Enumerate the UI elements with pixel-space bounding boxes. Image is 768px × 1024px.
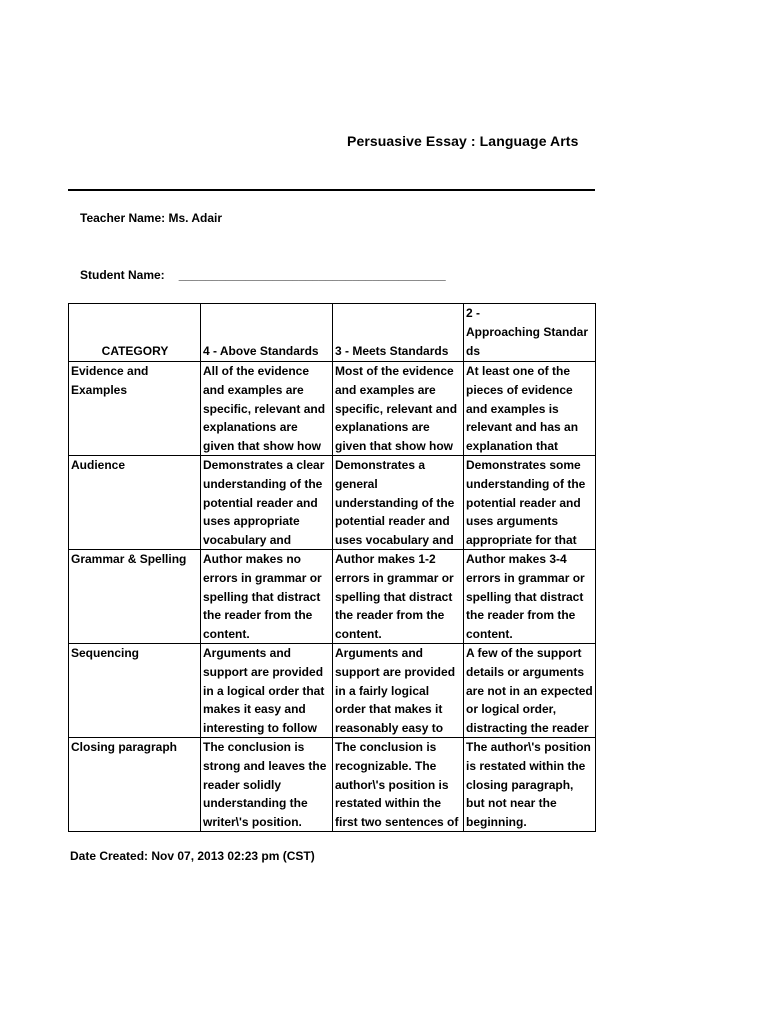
page-title: Persuasive Essay : Language Arts (347, 133, 579, 149)
rubric-row (69, 737, 596, 831)
rubric-cell-approaching-standards-text: At least one of the pieces of evidence and examples is relevant and has an explanation that (466, 363, 579, 454)
rubric-cell-meets-standards (333, 361, 464, 455)
rubric-row (69, 361, 596, 455)
rubric-cell-meets-standards-text: Most of the evidence and examples are specific, relevant and explanations are given that show how (335, 363, 458, 454)
rubric-cell-meets-standards-text: The conclusion is recognizable. The author\'s position is restated within the first two sentences of (335, 739, 459, 830)
student-name-label: Student Name: (80, 268, 165, 282)
rubric-header-row (69, 304, 596, 362)
rubric-cell-approaching-standards-text: Author makes 3-4 errors in grammar or spelling that distract the reader from the content. (466, 551, 585, 642)
header-approaching-standards: 2 - Approaching Standar ds (464, 304, 596, 362)
rubric-cell-above-standards-text: Demonstrates a clear understanding of the potential reader and uses appropriate vocabulary and (203, 457, 325, 548)
rubric-cell-category-text: Evidence and Examples (71, 363, 149, 397)
rubric-cell-above-standards (201, 455, 333, 549)
rubric-cell-category-text: Closing paragraph (71, 739, 178, 754)
rubric-cell-above-standards-text: All of the evidence and examples are specific, relevant and explanations are given that show how (203, 363, 326, 454)
rubric-cell-category-text: Grammar & Spelling (71, 551, 187, 566)
rubric-cell-approaching-standards (464, 549, 596, 643)
rubric-cell-approaching-standards (464, 361, 596, 455)
rubric-cell-category (69, 737, 201, 831)
rubric-cell-above-standards (201, 643, 333, 737)
rubric-row (69, 549, 596, 643)
rubric-cell-approaching-standards (464, 643, 596, 737)
rubric-row (69, 455, 596, 549)
header-above-standards: 4 - Above Standards (201, 304, 333, 362)
teacher-name: Teacher Name: Ms. Adair (80, 211, 223, 225)
rubric-cell-above-standards-text: Author makes no errors in grammar or spelling that distract the reader from the content. (203, 551, 322, 642)
rubric-cell-above-standards (201, 549, 333, 643)
rubric-cell-approaching-standards-text: A few of the support details or arguments are not in an expected or logical order, distracting the reader (466, 645, 593, 736)
rubric-cell-meets-standards-text: Arguments and support are provided in a fairly logical order that makes it reasonably easy to (335, 645, 456, 736)
rubric-cell-meets-standards-text: Author makes 1-2 errors in grammar or spelling that distract the reader from the content. (335, 551, 454, 642)
rubric-cell-approaching-standards (464, 455, 596, 549)
rubric-cell-above-standards-text: Arguments and support are provided in a logical order that makes it easy and interesting to follow (203, 645, 325, 736)
rubric-cell-meets-standards-text: Demonstrates a general understanding of the potential reader and uses vocabulary and (335, 457, 455, 548)
rubric-cell-category (69, 549, 201, 643)
rubric-cell-above-standards-text: The conclusion is strong and leaves the reader solidly understanding the writer\'s position. (203, 739, 327, 830)
rubric-row (69, 643, 596, 737)
rubric-cell-above-standards (201, 361, 333, 455)
title-divider (68, 189, 595, 191)
header-category: CATEGORY (69, 304, 201, 362)
rubric-cell-category (69, 361, 201, 455)
rubric-cell-meets-standards (333, 549, 464, 643)
date-created: Date Created: Nov 07, 2013 02:23 pm (CST) (70, 849, 315, 863)
rubric-cell-meets-standards (333, 737, 464, 831)
rubric-cell-category (69, 455, 201, 549)
student-name-line (80, 268, 446, 282)
rubric-cell-category-text: Sequencing (71, 645, 140, 660)
rubric-cell-approaching-standards-text: The author\'s position is restated within the closing paragraph, but not near the beginning. (466, 739, 591, 830)
rubric-table (68, 303, 596, 832)
rubric-cell-category (69, 643, 201, 737)
rubric-cell-approaching-standards-text: Demonstrates some understanding of the potential reader and uses arguments appropriate for that (466, 457, 586, 548)
rubric-cell-meets-standards (333, 455, 464, 549)
header-meets-standards: 3 - Meets Standards (333, 304, 464, 362)
rubric-cell-above-standards (201, 737, 333, 831)
rubric-cell-category-text: Audience (71, 457, 126, 472)
rubric-cell-approaching-standards (464, 737, 596, 831)
student-name-blank: ________________________________________ (178, 268, 446, 282)
rubric-cell-meets-standards (333, 643, 464, 737)
